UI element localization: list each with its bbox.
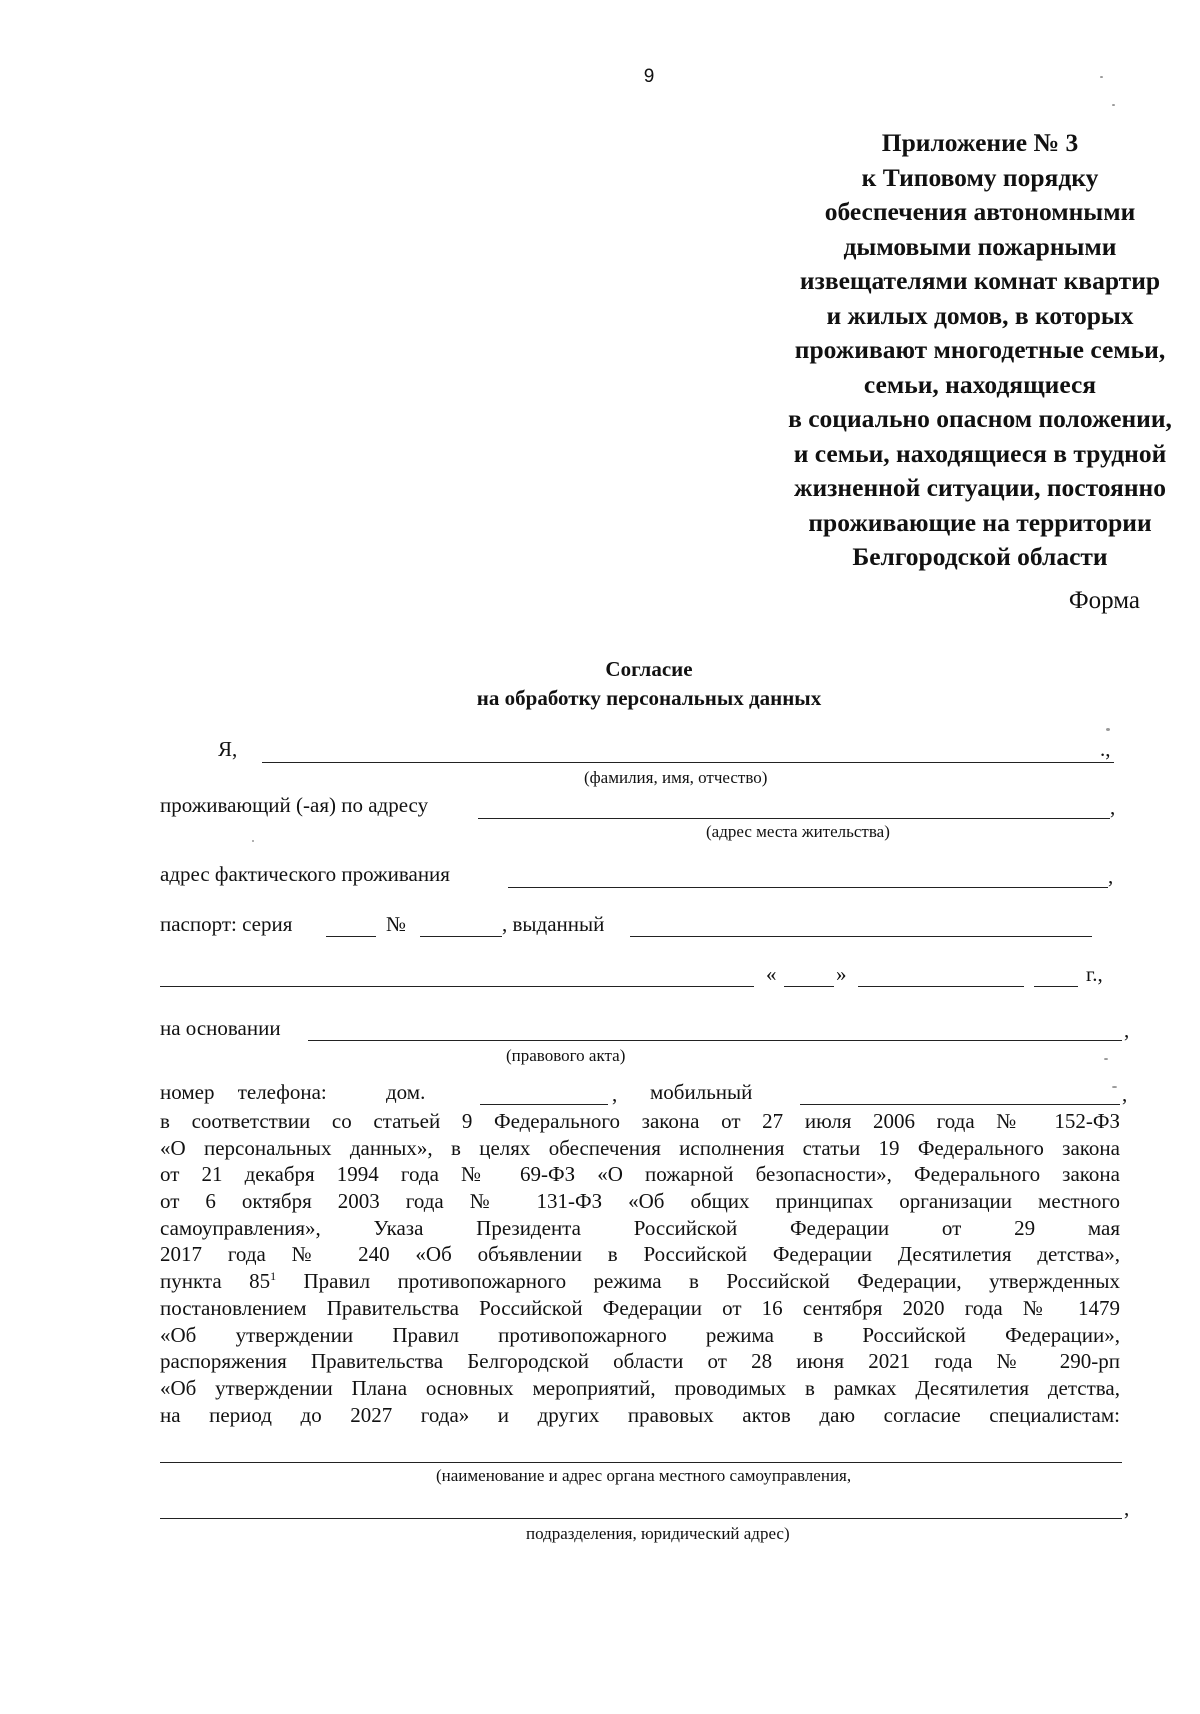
body-line: от 6 октября 2003 года № 131-ФЗ «Об общих принципах организации местного bbox=[160, 1189, 1120, 1214]
org-end: , bbox=[1124, 1496, 1130, 1520]
body-line bbox=[160, 1268, 1120, 1295]
scan-speck bbox=[1106, 728, 1110, 731]
phone-home-label: дом. bbox=[386, 1080, 426, 1104]
basis-caption: (правового акта) bbox=[506, 1046, 626, 1065]
date-day-field[interactable] bbox=[784, 986, 834, 987]
appendix-line: и семьи, находящиеся в трудной bbox=[793, 438, 1167, 468]
appendix-line: Приложение № 3 bbox=[881, 128, 1079, 157]
scan-speck bbox=[1100, 76, 1103, 78]
appendix-line: к Типовому порядку bbox=[861, 162, 1099, 192]
year-suffix: г., bbox=[1086, 962, 1103, 986]
date-month-field[interactable] bbox=[858, 986, 1024, 987]
address-label: проживающий (-ая) по адресу bbox=[160, 793, 429, 817]
body-line: от 21 декабря 1994 года № 69-ФЗ «О пожарной безопасности», Федерального закона bbox=[160, 1162, 1120, 1187]
address-end: , bbox=[1110, 795, 1116, 819]
date-close-quote: » bbox=[836, 962, 847, 986]
fio-caption: (фамилия, имя, отчество) bbox=[584, 768, 768, 787]
passport-series-field[interactable] bbox=[326, 936, 376, 937]
appendix-line: дымовыми пожарными bbox=[843, 231, 1117, 261]
phone-label: номер телефона: bbox=[160, 1080, 327, 1104]
phone-mobile-label: мобильный bbox=[650, 1080, 753, 1104]
address-caption: (адрес места жительства) bbox=[706, 822, 890, 841]
appendix-line: обеспечения автономными bbox=[824, 197, 1136, 226]
phone-home-end: , bbox=[612, 1082, 618, 1106]
appendix-line: жизненной ситуации, постоянно bbox=[794, 473, 1166, 502]
org-caption-1: (наименование и адрес органа местного самоуправления, bbox=[436, 1466, 852, 1485]
org-name-field[interactable] bbox=[160, 1462, 1122, 1463]
scan-speck bbox=[252, 840, 254, 842]
address-field[interactable] bbox=[478, 818, 1110, 819]
passport-issued-field[interactable] bbox=[630, 936, 1092, 937]
title-line-1: Согласие bbox=[605, 657, 693, 681]
basis-field[interactable] bbox=[308, 1040, 1122, 1041]
org-caption-2: подразделения, юридический адрес) bbox=[526, 1524, 790, 1543]
actual-address-end: , bbox=[1108, 864, 1114, 888]
scan-speck bbox=[1112, 1086, 1117, 1088]
appendix-line: в социально опасном положении, bbox=[788, 404, 1172, 433]
fio-end: ., bbox=[1100, 737, 1111, 761]
scan-speck bbox=[1112, 104, 1115, 106]
consent-body bbox=[160, 1108, 1120, 1428]
appendix-line: и жилых домов, в которых bbox=[826, 300, 1134, 330]
phone-mobile-end: , bbox=[1122, 1082, 1128, 1106]
appendix-line: Белгородской области bbox=[852, 542, 1108, 571]
actual-address-label: адрес фактического проживания bbox=[160, 862, 450, 886]
fio-field[interactable] bbox=[262, 762, 1114, 763]
appendix-line: проживающие на территории bbox=[808, 507, 1152, 537]
appendix-line: извещателями комнат квартир bbox=[799, 266, 1161, 295]
date-open-quote: « bbox=[766, 962, 777, 986]
passport-number-label: № bbox=[386, 912, 407, 936]
passport-issued-label: , выданный bbox=[502, 912, 605, 936]
basis-label: на основании bbox=[160, 1016, 281, 1040]
document-title bbox=[0, 655, 1200, 713]
body-line: постановлением Правительства Российской Федерации от 16 сентября 2020 года № 1479 bbox=[160, 1295, 1120, 1320]
page-number: 9 bbox=[643, 66, 655, 87]
appendix-line: проживают многодетные семьи, bbox=[794, 335, 1166, 364]
body-line: распоряжения Правительства Белгородской области от 28 июня 2021 года № 290-рп bbox=[160, 1349, 1120, 1374]
passport-number-field[interactable] bbox=[420, 936, 502, 937]
body-line: 2017 года № 240 «Об объявлении в Российской Федерации Десятилетия детства», bbox=[160, 1242, 1120, 1267]
i-label: Я, bbox=[218, 737, 238, 761]
appendix-heading bbox=[680, 126, 1200, 575]
body-line: «Об утверждении Правил противопожарного режима в Российской Федерации», bbox=[160, 1322, 1120, 1347]
body-line-7-rest: Правил противопожарного режима в Российской Федерации, утвержденных bbox=[276, 1269, 1120, 1294]
phone-home-field[interactable] bbox=[480, 1104, 608, 1105]
body-line: «О персональных данных», в целях обеспечения исполнения статьи 19 Федерального закона bbox=[160, 1135, 1120, 1160]
passport-issuer-field[interactable] bbox=[160, 986, 754, 987]
body-line-7-start: пункта 85 bbox=[160, 1269, 271, 1294]
footnote-marker: 1 bbox=[270, 1269, 277, 1284]
date-year-field[interactable] bbox=[1034, 986, 1078, 987]
form-label: Форма bbox=[1068, 587, 1140, 614]
body-line: самоуправления», Указа Президента Российской Федерации от 29 мая bbox=[160, 1215, 1120, 1240]
org-address-field[interactable] bbox=[160, 1518, 1122, 1519]
body-line: на период до 2027 года» и других правовых актов даю согласие специалистам: bbox=[160, 1402, 1120, 1427]
title-line-2: на обработку персональных данных bbox=[476, 686, 822, 710]
body-line: в соответствии со статьей 9 Федерального закона от 27 июля 2006 года № 152-ФЗ bbox=[160, 1109, 1120, 1133]
body-line: «Об утверждении Плана основных мероприятий, проводимых в рамках Десятилетия детства, bbox=[160, 1375, 1120, 1400]
passport-series-label: паспорт: серия bbox=[160, 912, 293, 936]
appendix-line: семьи, находящиеся bbox=[863, 369, 1097, 399]
scan-speck bbox=[1104, 1058, 1108, 1060]
basis-end: , bbox=[1124, 1018, 1130, 1042]
phone-mobile-field[interactable] bbox=[800, 1104, 1120, 1105]
actual-address-field[interactable] bbox=[508, 887, 1108, 888]
